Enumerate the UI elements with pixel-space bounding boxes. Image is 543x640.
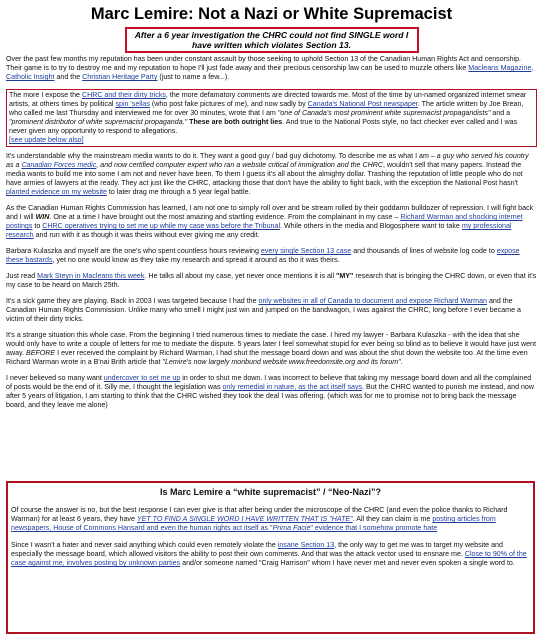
link-chrc-operatives[interactable]: CHRC operatives trying to set me up while my case was before the Tribunal [42,222,281,230]
section-heading: Is Marc Lemire a “white supremacist” / “Neo-Nazi”? [159,487,382,497]
white-supremacist-section [6,481,535,634]
link-christian-heritage-party[interactable]: Christian Heritage Party [82,73,158,81]
link-planted-evidence[interactable]: planted evidence on my website [6,188,107,196]
paragraph-8: It's a strange situation this whole case. From the beginning I tried numerous times to mediate the case. I hired my lawyer - Barbara Kulaszka - with the idea that she would only have to write a couple of letters for me to mediate the dispute. 5 years later I feel somewhat stupid for ever being so blind as to believe it would have just went away. BEFORE I ever received the complaint by Richard Warman, I had shut the message board down and was about the shut down the website too. At the time even Richard Warman wrote in a B'nai Brith article that "Lemire's now largely moribund website www.freedomsite.org and its forum". [6,331,536,366]
link-90-percent-unknown[interactable]: Close to 90% of the case against me, involves posting by unknown parties [11,550,527,567]
paragraph-9: I never believed so many want undercover to set me up in order to shut me down. I was incorrect to believe that taking my message board down and all the complained of posts would be the end of it. Silly me, I thought the legislation was only remedial in nature, as the act itself says. But the CHRC wanted to punish me instead, and now after 5 years of litigation, I am starting to think that the CHRC wished they took the deal I was offering. (which was for me to promise not to bring back the message board, and they leave me alone) [6,374,535,409]
section-paragraph-2: Since I wasn't a hater and never said anything which could even remotely violate the insane Section 13, the only way to get me was to target my website and especially the message board, which allowed visitors the ability to post their own comments. And that was the attack vector used to ensnare me. Close to 90% of the case against me, involves posting by unknown parties and/or someone named "Craig Harrison" whom I have never met and never even spoken a single word to. [11,541,527,567]
link-macleans[interactable]: Macleans Magazine [468,64,532,72]
paragraph-4: As the Canadian Human Rights Commission has learned, I am not one to simply roll over and be stream rolled by their goddamn bulldozer of repression. I will fight back and I will WIN. One at a time I have brought out the most amazing and startling evidence. From the complainant in my case – Richard Warman and shocking internet postings to CHRC operatives trying to set me up while my case was before the Tribunal. While others in the media and Blogosphere want to take my professional research and run with it as though it was theirs without ever giving me any credit. [6,204,534,239]
paragraph-7: It's a sick game they are playing. Back in 2003 I was targeted because I had the only websites in all of Canada to document and expose Richard Warman and the Canadian Human Rights Commission. Unlike many who smell I might just win and jumped on the bandwagon, I was against the CHRC, long before I ever became a victim of their dirty tricks. [6,297,521,323]
link-remedial-nature[interactable]: only remedial in nature, as the act itself says [222,383,363,391]
link-only-websites[interactable]: only websites in all of Canada to document and expose Richard Warman [258,297,487,305]
link-professional-research[interactable]: my professional research [6,222,512,239]
section-paragraph-1: Of course the answer is no, but the best response I can ever give is that after being under the microscope of the CHRC (and even the police thanks to Richard Warman) for at least 6 years, they have YET TO FIND A SINGLE WORD I HAVE WRITTEN THAT IS "HATE". All they can claim is me posting articles from newspapers, House of Commons Hansard and even the human rights act itself as "Prima Facie" evidence that I somehow promote hate [11,506,508,532]
link-every-section-13-case[interactable]: every single Section 13 case [260,247,352,255]
paragraph-3: It's understandable why the mainstream media wants to do it. They want a good guy / bad guy dichotomy. To describe me as what I am – a guy who served his country as a Canadian Forces medic, and now certified computer expert who ran a website critical of immigration and the CHRC, wouldn't sell that many papers. Instead the media wants to build me into some I am not and never have been. To them I guess it's all about the almighty dollar. Trashing the reputation of little people who do not have armies of lawyers at the ready. They act just like the CHRC, attacking those that don't have the ability to fight back, with the exception the National Post hasn't planted evidence on my website to later drag me through a 5 year legal battle. [6,152,529,196]
page-title: Marc Lemire: Not a Nazi or White Supremacist [90,5,453,23]
paragraph-5: Barbara Kulaszka and myself are the one's who spent countless hours reviewing every single Section 13 case and thousands of lines of website log code to expose these bastards, yet no one would know as they take my research and spread it around as tho it was theirs. [6,247,520,264]
link-canadian-forces-medic[interactable]: Canadian Forces medic [21,161,97,169]
link-posting-articles[interactable]: posting articles from newspapers, House of Commons Hansard and even the human rights act itself as "Prima Facie" evidence that I somehow promote hate [11,515,496,532]
link-expose-these[interactable]: expose these bastards [6,247,520,264]
headline-box: After a 6 year investigation the CHRC could not find SINGLE word I have written which violates Section 13. [125,27,419,53]
link-richard-warman-postings[interactable]: Richard Warman and shocking internet postings [6,213,523,230]
link-spin-sellas[interactable]: spin 'sellas [115,100,150,108]
link-mark-steyn[interactable]: Mark Steyn in Macleans this week [37,272,145,280]
link-chrc-dirty-tricks[interactable]: CHRC and their dirty tricks [81,91,166,99]
paragraph-2-box: The more I expose the CHRC and their dirty tricks, the more defamatory comments are directed towards me. Most of the time by un-named organized internet smear artists, at others times by political spin 'sellas (who post fake pictures of me), and now sadly by Canada's National Post newspaper. The article written by Joe Brean, who called me last Thursday and interviewed me for over 30 minutes, wrote that I am "one of Canada's most prominent white supremacist propagandists" and a "prominent distributor of white supremacist propaganda." These are both outright lies. And true to the National Posts style, no fact checker ever called and I was never given any opportunity to respond to allegations. [see update below also] [6,89,537,147]
paragraph-6: Just read Mark Steyn in Macleans this week. He talks all about my case, yet never once mentions it is all "MY" research that is bringing the CHRC down, or even that it's my case to be heard on March 25th. [6,272,537,289]
link-see-update[interactable]: [see update below also] [9,136,84,144]
link-national-post[interactable]: Canada's National Post newspaper [307,100,418,108]
link-no-hate-found[interactable]: YET TO FIND A SINGLE WORD I HAVE WRITTEN THAT IS "HATE" [136,515,353,523]
link-insane-section-13[interactable]: insane Section 13 [277,541,335,549]
paragraph-1: Over the past few months my reputation has been under constant assault by those seeking to uphold Section 13 of the Canadian Human Rights Act and censorship. Their game is to try to destroy me and my reputation to hope I'll just fade away and their precious censorship law can be used to muzzle others like Macleans Magazine, Catholic Insight and the Christian Heritage Party (just to name a few...). [6,55,534,81]
link-catholic-insight[interactable]: Catholic Insight [6,73,55,81]
article [6,4,537,417]
link-undercover-setup[interactable]: undercover to set me up [103,374,181,382]
